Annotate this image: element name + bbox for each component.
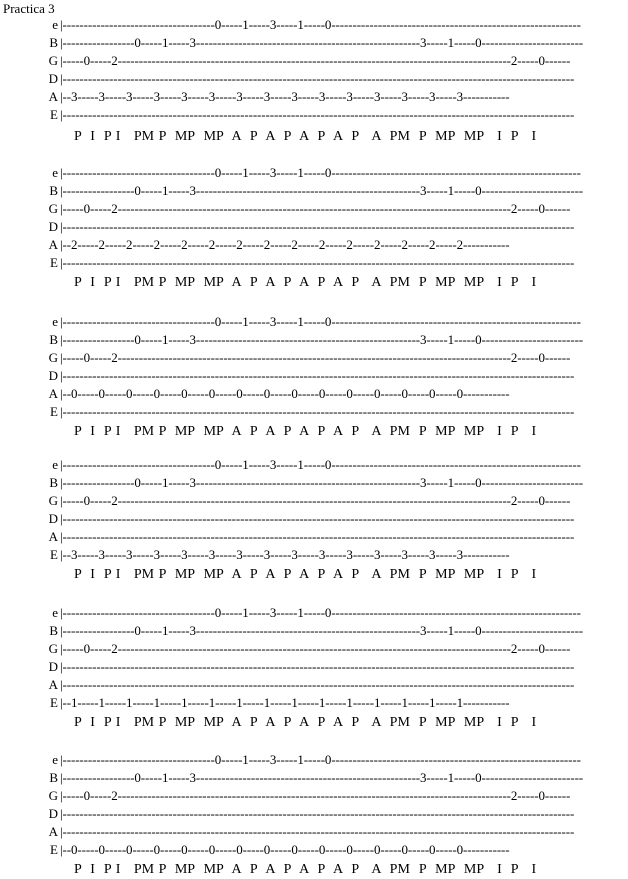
string-label: e	[52, 605, 58, 620]
string-row-b	[0, 182, 628, 200]
string-tab: |-----0-----2---------------------------------------------------------------------------------------------2-----0------	[60, 53, 571, 68]
string-row-g	[0, 787, 628, 805]
string-label: G	[48, 493, 58, 508]
string-row-d	[0, 805, 628, 823]
string-tab: |-----------------0-----1-----3-----------------------------------------------------3-----1-----0------------------------	[60, 332, 584, 347]
string-row-b	[0, 769, 628, 787]
string-tab: |-------------------------------------------------------------------------------------------------------------------------	[60, 255, 575, 270]
string-tab: |--0-----0-----0-----0-----0-----0-----0-----0-----0-----0-----0-----0-----0-----0-----0-----------	[60, 842, 510, 857]
string-label: A	[48, 824, 58, 839]
string-tab: |-------------------------------------------------------------------------------------------------------------------------	[60, 806, 575, 821]
string-row-a	[0, 823, 628, 841]
string-label: G	[48, 201, 58, 216]
string-row-e	[0, 16, 628, 34]
document-title: Practica 3	[3, 1, 55, 16]
string-tab: |-----------------0-----1-----3-----------------------------------------------------3-----1-----0------------------------	[60, 475, 584, 490]
string-tab: |--1-----1-----1-----1-----1-----1-----1-----1-----1-----1-----1-----1-----1-----1-----1-----------	[60, 695, 510, 710]
string-row-low-e	[0, 403, 628, 421]
string-tab: |------------------------------------0-----1-----3-----1-----0-----------------------------------------------------------	[60, 165, 581, 180]
fingering-line: P I P I PM P MP MP A P A P A P A P A PM P MP MP I P I	[74, 129, 537, 144]
string-label: G	[48, 788, 58, 803]
string-row-a	[0, 236, 628, 254]
string-tab: |-------------------------------------------------------------------------------------------------------------------------	[60, 511, 575, 526]
string-tab: |-----------------0-----1-----3-----------------------------------------------------3-----1-----0------------------------	[60, 623, 584, 638]
string-tab: |-------------------------------------------------------------------------------------------------------------------------	[60, 677, 575, 692]
string-row-d	[0, 367, 628, 385]
string-label: G	[48, 53, 58, 68]
string-tab: |-----0-----2---------------------------------------------------------------------------------------------2-----0------	[60, 493, 571, 508]
string-label: D	[48, 219, 58, 234]
string-row-a	[0, 385, 628, 403]
string-row-e	[0, 604, 628, 622]
fingering-line: P I P I PM P MP MP A P A P A P A P A PM P MP MP I P I	[74, 715, 537, 730]
string-label: e	[52, 17, 58, 32]
string-row-low-e	[0, 694, 628, 712]
fingering-line: P I P I PM P MP MP A P A P A P A P A PM P MP MP I P I	[74, 862, 537, 877]
string-tab: |--3-----3-----3-----3-----3-----3-----3-----3-----3-----3-----3-----3-----3-----3-----3-----------	[60, 547, 510, 562]
string-tab: |-------------------------------------------------------------------------------------------------------------------------	[60, 368, 575, 383]
string-tab: |-----0-----2---------------------------------------------------------------------------------------------2-----0------	[60, 788, 571, 803]
string-label: G	[48, 641, 58, 656]
string-row-e	[0, 313, 628, 331]
string-tab: |--3-----3-----3-----3-----3-----3-----3-----3-----3-----3-----3-----3-----3-----3-----3-----------	[60, 89, 510, 104]
string-tab: |-------------------------------------------------------------------------------------------------------------------------	[60, 107, 575, 122]
string-row-e	[0, 456, 628, 474]
string-label: e	[52, 752, 58, 767]
string-label: A	[48, 237, 58, 252]
string-tab: |-----------------0-----1-----3-----------------------------------------------------3-----1-----0------------------------	[60, 183, 584, 198]
string-tab: |--2-----2-----2-----2-----2-----2-----2-----2-----2-----2-----2-----2-----2-----2-----2-----------	[60, 237, 510, 252]
string-label: E	[50, 695, 58, 710]
string-row-g	[0, 200, 628, 218]
string-tab: |-----0-----2---------------------------------------------------------------------------------------------2-----0------	[60, 350, 571, 365]
string-row-d	[0, 510, 628, 528]
string-row-low-e	[0, 546, 628, 564]
string-tab: |-------------------------------------------------------------------------------------------------------------------------	[60, 404, 575, 419]
string-label: B	[49, 623, 58, 638]
string-tab: |-------------------------------------------------------------------------------------------------------------------------	[60, 529, 575, 544]
fingering-line: P I P I PM P MP MP A P A P A P A P A PM P MP MP I P I	[74, 424, 537, 439]
string-label: e	[52, 457, 58, 472]
string-row-e	[0, 751, 628, 769]
string-row-low-e	[0, 254, 628, 272]
string-row-g	[0, 349, 628, 367]
string-label: E	[50, 547, 58, 562]
fingering-line: P I P I PM P MP MP A P A P A P A P A PM P MP MP I P I	[74, 275, 537, 290]
string-label: e	[52, 165, 58, 180]
string-label: D	[48, 368, 58, 383]
string-label: E	[50, 255, 58, 270]
string-row-g	[0, 492, 628, 510]
string-row-a	[0, 88, 628, 106]
string-label: B	[49, 183, 58, 198]
string-row-d	[0, 658, 628, 676]
string-label: D	[48, 806, 58, 821]
string-label: D	[48, 511, 58, 526]
string-label: G	[48, 350, 58, 365]
string-row-b	[0, 34, 628, 52]
string-row-b	[0, 622, 628, 640]
string-label: A	[48, 677, 58, 692]
fingering-line: P I P I PM P MP MP A P A P A P A P A PM P MP MP I P I	[74, 567, 537, 582]
string-row-low-e	[0, 841, 628, 859]
string-tab: |-------------------------------------------------------------------------------------------------------------------------	[60, 219, 575, 234]
string-label: B	[49, 475, 58, 490]
string-row-e	[0, 164, 628, 182]
string-label: D	[48, 659, 58, 674]
string-label: A	[48, 386, 58, 401]
string-label: E	[50, 404, 58, 419]
string-row-d	[0, 70, 628, 88]
string-row-b	[0, 331, 628, 349]
string-label: D	[48, 71, 58, 86]
string-tab: |-----0-----2---------------------------------------------------------------------------------------------2-----0------	[60, 641, 571, 656]
string-tab: |------------------------------------0-----1-----3-----1-----0-----------------------------------------------------------	[60, 314, 581, 329]
string-label: B	[49, 35, 58, 50]
string-label: E	[50, 107, 58, 122]
string-tab: |-------------------------------------------------------------------------------------------------------------------------	[60, 71, 575, 86]
string-tab: |------------------------------------0-----1-----3-----1-----0-----------------------------------------------------------	[60, 457, 581, 472]
string-label: E	[50, 842, 58, 857]
string-tab: |--0-----0-----0-----0-----0-----0-----0-----0-----0-----0-----0-----0-----0-----0-----0-----------	[60, 386, 510, 401]
string-tab: |------------------------------------0-----1-----3-----1-----0-----------------------------------------------------------	[60, 605, 581, 620]
string-row-d	[0, 218, 628, 236]
string-label: A	[48, 529, 58, 544]
string-label: A	[48, 89, 58, 104]
string-label: e	[52, 314, 58, 329]
string-label: B	[49, 770, 58, 785]
string-row-a	[0, 676, 628, 694]
string-tab: |-----------------0-----1-----3-----------------------------------------------------3-----1-----0------------------------	[60, 770, 584, 785]
string-row-low-e	[0, 106, 628, 124]
string-tab: |-----------------0-----1-----3-----------------------------------------------------3-----1-----0------------------------	[60, 35, 584, 50]
string-row-a	[0, 528, 628, 546]
string-tab: |-------------------------------------------------------------------------------------------------------------------------	[60, 659, 575, 674]
string-tab: |-------------------------------------------------------------------------------------------------------------------------	[60, 824, 575, 839]
string-row-b	[0, 474, 628, 492]
string-label: B	[49, 332, 58, 347]
string-tab: |-----0-----2---------------------------------------------------------------------------------------------2-----0------	[60, 201, 571, 216]
string-tab: |------------------------------------0-----1-----3-----1-----0-----------------------------------------------------------	[60, 752, 581, 767]
string-tab: |------------------------------------0-----1-----3-----1-----0-----------------------------------------------------------	[60, 17, 581, 32]
string-row-g	[0, 640, 628, 658]
string-row-g	[0, 52, 628, 70]
